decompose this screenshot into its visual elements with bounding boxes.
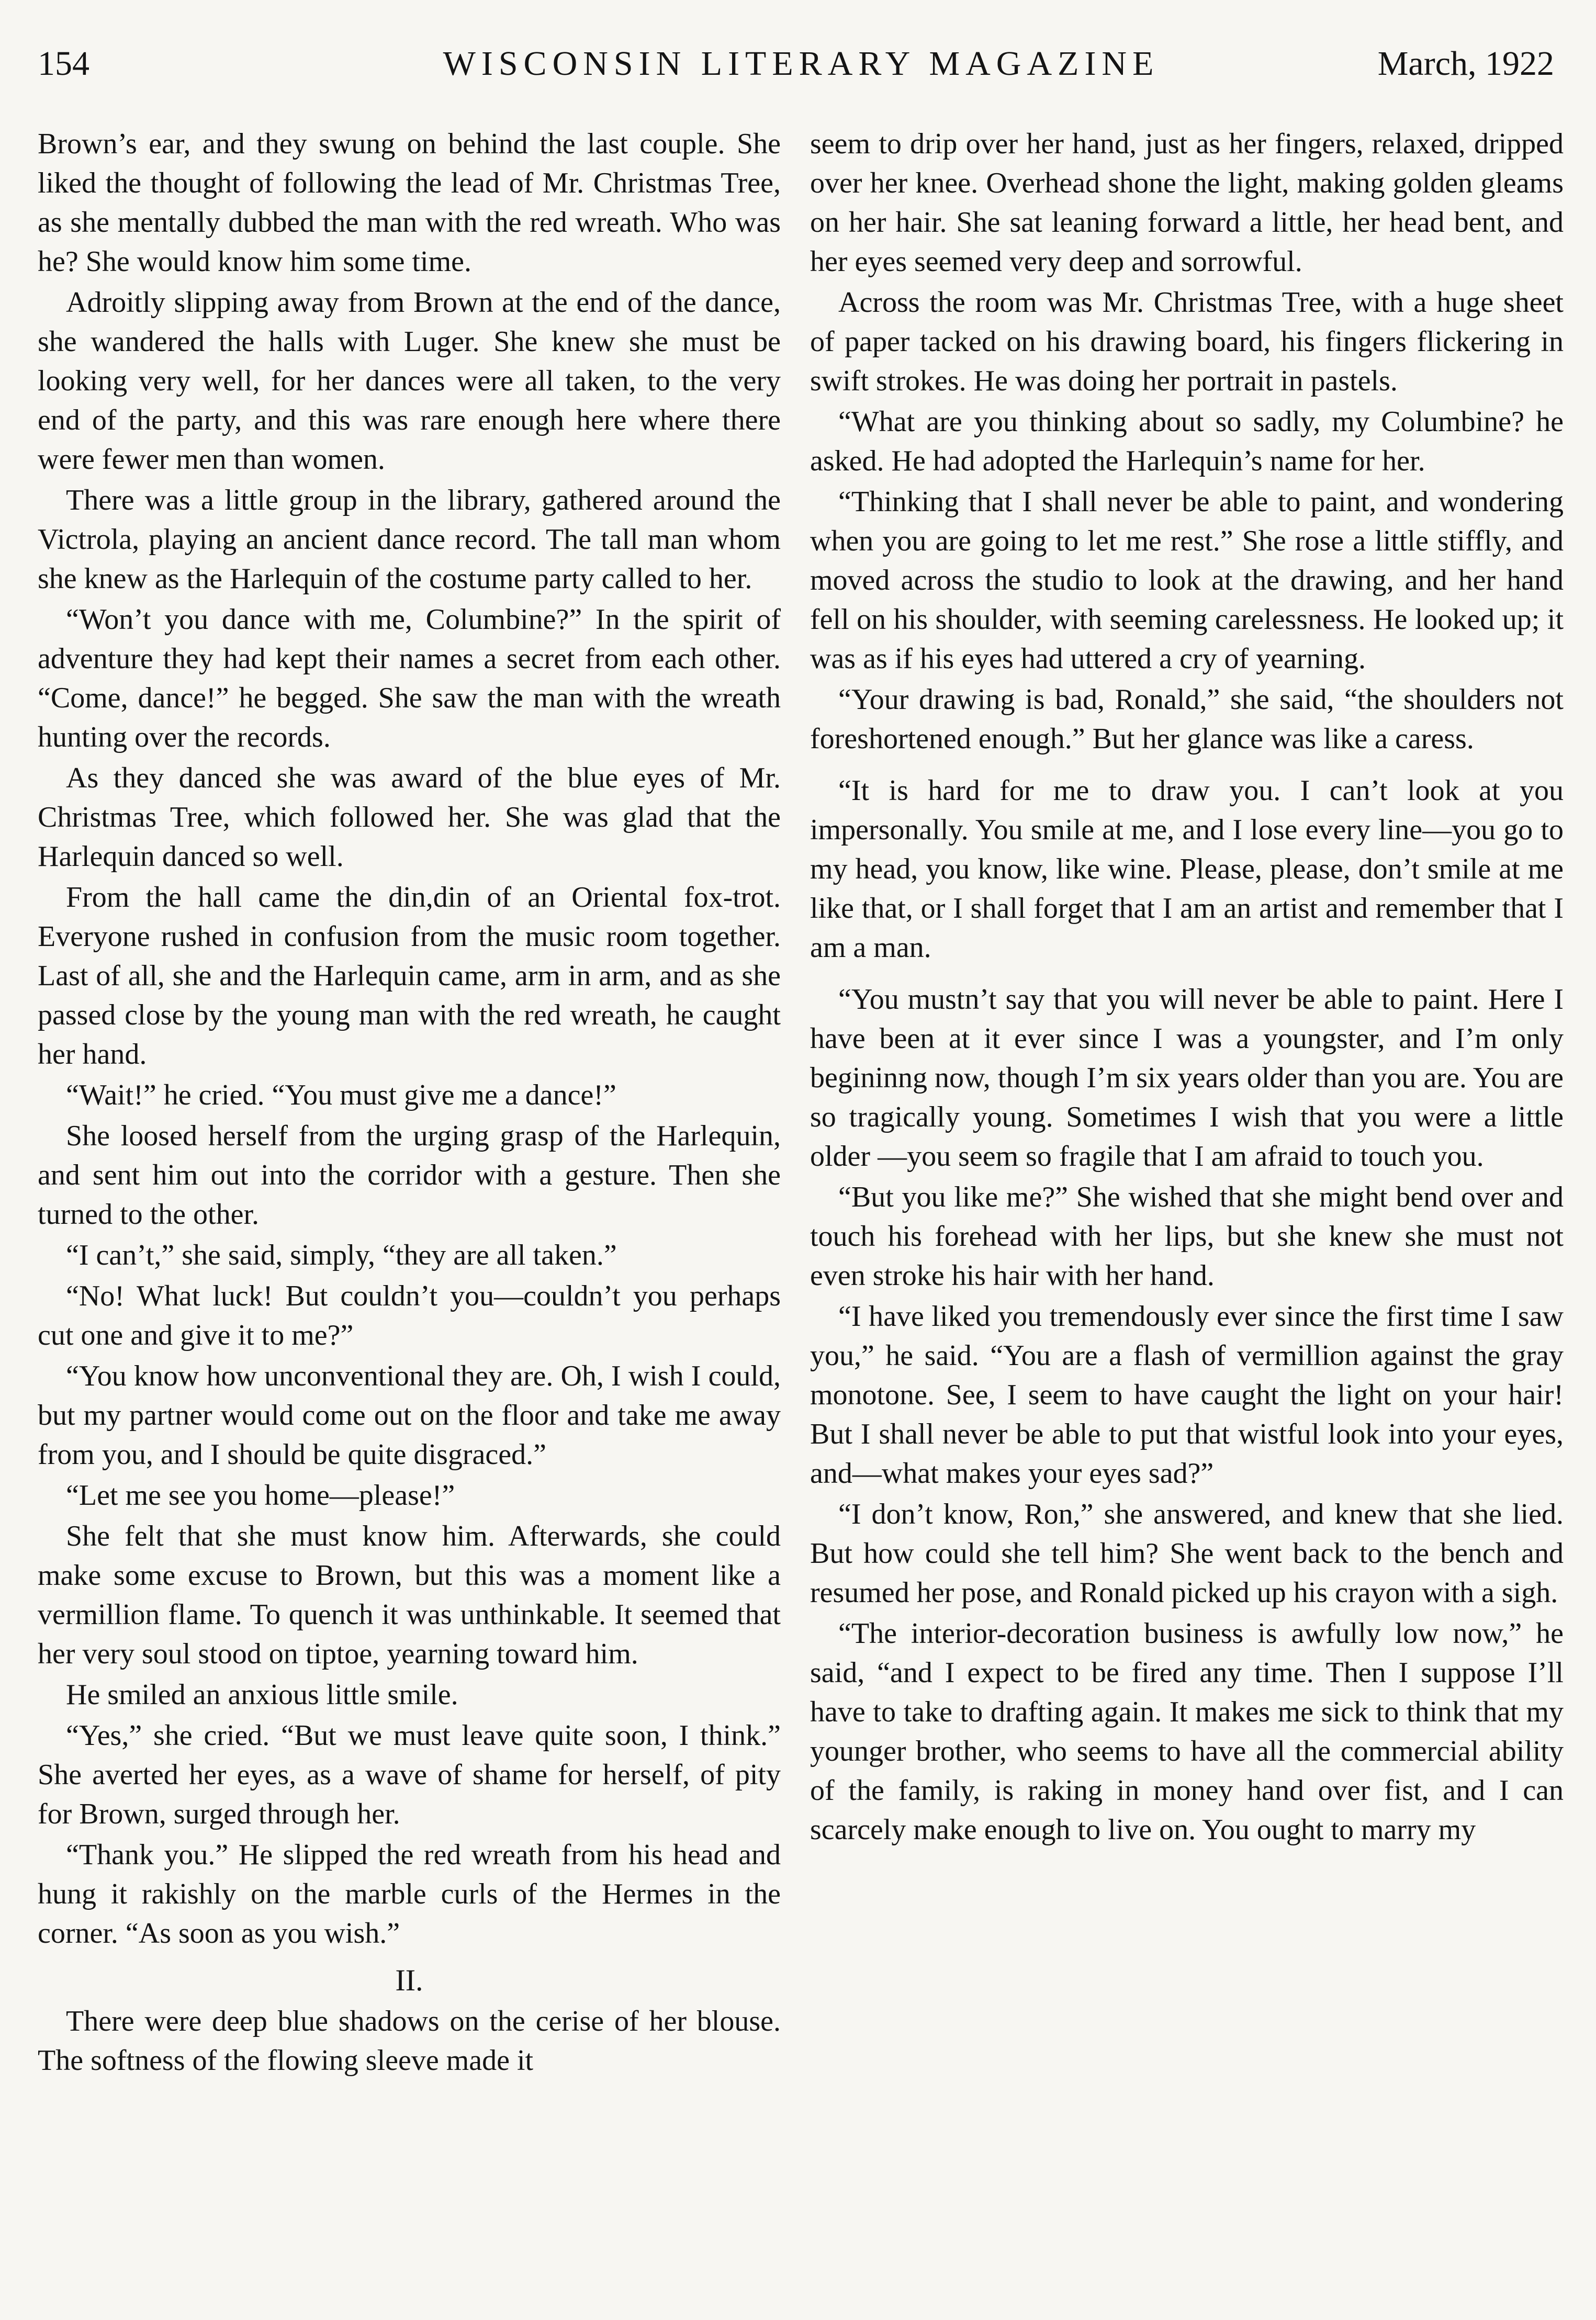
paragraph: There were deep blue shadows on the cerise of her blouse. The softness of the flowing sleeve made it	[38, 2005, 781, 2077]
paragraph: Adroitly slipping away from Brown at the end of the dance, she wandered the halls with Luger. She knew she must be looking very well, for her dances were all taken, to the very end of the party, and this was rare enough here where there were fewer men than women.	[38, 286, 781, 476]
paragraph: “I have liked you tremendously ever since the first time I saw you,” he said. “You are a flash of vermillion against the gray monotone. See, I seem to have caught the light on your hair! But I shall never be able to put that wistful look into your eyes, and—what makes your eyes sad?”	[810, 1300, 1564, 1490]
paragraph: He smiled an anxious little smile.	[66, 1679, 458, 1711]
publication-title: WISCONSIN LITERARY MAGAZINE	[443, 44, 1160, 83]
paragraph: “It is hard for me to draw you. I can’t look at you impersonally. You smile at me, and I lose every line—you go to my head, you know, like wine. Please, please, don’t smile at me like that, or I shall forget that I am an artist and remember that I am a man.	[810, 774, 1564, 964]
issue-date: March, 1922	[1377, 44, 1554, 83]
paragraph: “Won’t you dance with me, Columbine?” In the spirit of adventure they had kept their names a secret from each other. “Come, dance!” he begged. She saw the man with the wreath hunting over the records.	[38, 603, 781, 753]
paragraph: As they danced she was award of the blue eyes of Mr. Christmas Tree, which followed her. She was glad that the Harlequin danced so well.	[38, 762, 781, 873]
paragraph: Across the room was Mr. Christmas Tree, with a huge sheet of paper tacked on his drawing board, his fingers flickering in swift strokes. He was doing her portrait in pastels.	[810, 286, 1564, 397]
paragraph: From the hall came the din,din of an Oriental fox-trot. Everyone rushed in confusion from the music room together. Last of all, she and the Harlequin came, arm in arm, and as she passed close by the young man with the red wreath, he caught her hand.	[38, 881, 781, 1071]
paragraph: “Yes,” she cried. “But we must leave quite soon, I think.” She averted her eyes, as a wave of shame for herself, of pity for Brown, surged through her.	[38, 1719, 781, 1830]
paragraph: “I can’t,” she said, simply, “they are all taken.”	[66, 1239, 617, 1271]
left-column	[38, 125, 781, 2082]
paragraph: There was a little group in the library, gathered around the Victrola, playing an ancient dance record. The tall man whom she knew as the Harlequin of the costume party called to her.	[38, 484, 781, 595]
paragraph: “The interior-decoration business is awfully low now,” he said, “and I expect to be fired any time. Then I suppose I’ll have to take to drafting again. It makes me sick to think that my younger brother, who seems to have all the commercial ability of the family, is raking in money hand over fist, and I can scarcely make enough to live on. You ought to marry my	[810, 1617, 1564, 1846]
paragraph: seem to drip over her hand, just as her fingers, relaxed, dripped over her knee. Overhead shone the light, making golden gleams on her hair. She sat leaning forward a little, her head bent, and her eyes seemed very deep and sorrowful.	[810, 128, 1564, 278]
paragraph: “You mustn’t say that you will never be able to paint. Here I have been at it ever since I was a youngster, and I’m only begininng now, though I’m six years older than you are. You are so tragically young. Sometimes I wish that you were a little older —you seem so fragile that I am afraid to touch you.	[810, 983, 1564, 1173]
right-column	[810, 125, 1564, 1851]
paragraph: “No! What luck! But couldn’t you—couldn’t you perhaps cut one and give it to me?”	[38, 1280, 781, 1352]
paragraph: “What are you thinking about so sadly, my Columbine? he asked. He had adopted the Harlequin’s name for her.	[810, 406, 1564, 477]
paragraph: Brown’s ear, and they swung on behind the last couple. She liked the thought of following the lead of Mr. Christmas Tree, as she mentally dubbed the man with the red wreath. Who was he? She would know him some time.	[38, 128, 781, 278]
paragraph: She felt that she must know him. Afterwards, she could make some excuse to Brown, but this was a moment like a vermillion flame. To quench it was unthinkable. It seemed that her very soul stood on tiptoe, yearning toward him.	[38, 1520, 781, 1670]
paragraph: “Thinking that I shall never be able to paint, and wondering when you are going to let me rest.” She rose a little stiffly, and moved across the studio to look at the drawing, and her hand fell on his shoulder, with seeming carelessness. He looked up; it was as if his eyes had uttered a cry of yearning.	[810, 486, 1564, 675]
paragraph: “Your drawing is bad, Ronald,” she said, “the shoulders not foreshortened enough.” But her glance was like a caress.	[810, 683, 1564, 755]
paragraph: “Let me see you home—please!”	[66, 1479, 455, 1512]
paragraph: “I don’t know, Ron,” she answered, and knew that she lied. But how could she tell him? She went back to the bench and resumed her pose, and Ronald picked up his crayon with a sigh.	[810, 1498, 1564, 1609]
page-header	[38, 37, 1554, 94]
paragraph: “But you like me?” She wished that she might bend over and touch his forehead with her lips, but she knew she must not even stroke his hair with her hand.	[810, 1181, 1564, 1292]
section-heading: II.	[395, 1963, 423, 1997]
page-number: 154	[38, 44, 89, 83]
paragraph: She loosed herself from the urging grasp of the Harlequin, and sent him out into the corridor with a gesture. Then she turned to the other.	[38, 1120, 781, 1231]
paragraph: “You know how unconventional they are. Oh, I wish I could, but my partner would come out on the floor and take me away from you, and I should be quite disgraced.”	[38, 1360, 781, 1471]
paragraph: “Wait!” he cried. “You must give me a dance!”	[66, 1079, 616, 1111]
paragraph: “Thank you.” He slipped the red wreath from his head and hung it rakishly on the marble curls of the Hermes in the corner. “As soon as you wish.”	[38, 1839, 781, 1950]
